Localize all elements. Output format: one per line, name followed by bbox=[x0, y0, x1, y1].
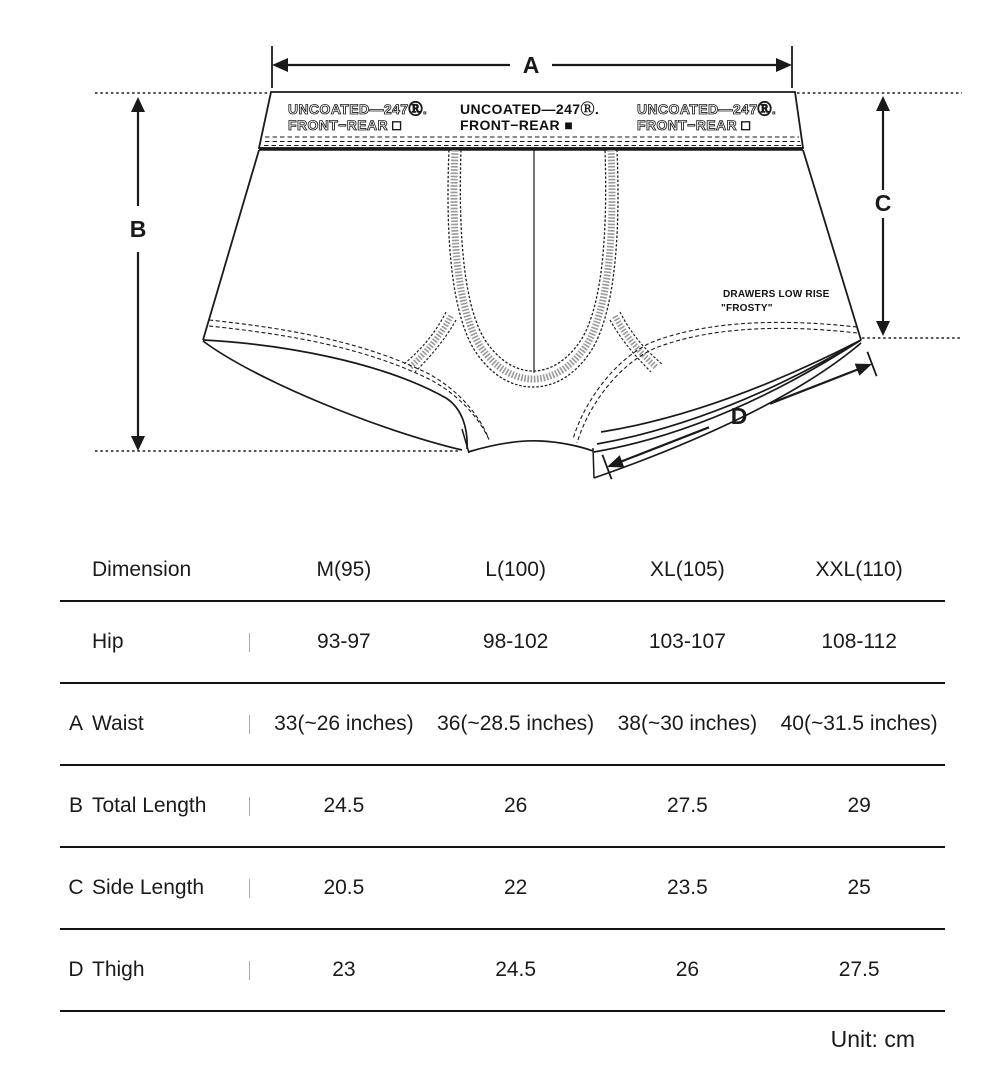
dim-label-d: D bbox=[730, 403, 748, 429]
waistband-text-left-line2: FRONT−REAR □ bbox=[288, 117, 402, 133]
header-size-l: L(100) bbox=[485, 558, 546, 581]
table-row-side-length bbox=[60, 848, 945, 930]
row-letter: C bbox=[68, 876, 84, 899]
table-row-waist bbox=[60, 684, 945, 766]
size-cell: 103-107 bbox=[648, 630, 726, 653]
row-separator bbox=[249, 961, 250, 980]
header-size-m: M(95) bbox=[316, 558, 372, 581]
unit-note: Unit: cm bbox=[830, 1026, 915, 1052]
size-table bbox=[60, 540, 945, 1012]
row-name: Side Length bbox=[92, 876, 205, 899]
size-cell: 26 bbox=[675, 958, 700, 981]
size-cell: 27.5 bbox=[838, 958, 880, 981]
dim-label-b: B bbox=[129, 216, 147, 242]
size-cell: 93-97 bbox=[317, 630, 371, 653]
dimension-arrow-c bbox=[875, 96, 892, 336]
row-name: Hip bbox=[92, 630, 124, 653]
size-cell: 108-112 bbox=[821, 630, 897, 653]
table-row-total-length bbox=[60, 766, 945, 848]
size-cell: 26 bbox=[503, 794, 528, 817]
header-dimension: Dimension bbox=[92, 558, 192, 581]
header-size-xl: XL(105) bbox=[650, 558, 725, 581]
garment-print-line2: "FROSTY" bbox=[721, 303, 773, 314]
dimension-arrow-a bbox=[272, 46, 792, 88]
size-cell: 40(~31.5 inches) bbox=[780, 712, 938, 735]
table-row-hip bbox=[60, 602, 945, 684]
size-cell: 98-102 bbox=[482, 630, 549, 653]
size-cell: 20.5 bbox=[323, 876, 365, 899]
row-separator bbox=[249, 633, 250, 652]
garment-print bbox=[721, 289, 830, 314]
row-letter: B bbox=[68, 794, 83, 817]
size-cell: 23.5 bbox=[666, 876, 708, 899]
row-name: Total Length bbox=[92, 794, 207, 817]
waistband-text-left-line1: UNCOATED—247Ⓡ. bbox=[288, 101, 428, 117]
size-cell: 22 bbox=[503, 876, 528, 899]
waistband-branding bbox=[288, 101, 776, 133]
table-row-thigh bbox=[60, 930, 945, 1012]
size-cell: 29 bbox=[847, 794, 871, 817]
size-cell: 24.5 bbox=[323, 794, 365, 817]
size-cell: 38(~30 inches) bbox=[617, 712, 758, 735]
row-name: Waist bbox=[92, 712, 144, 735]
waistband-text-right-line1: UNCOATED—247Ⓡ. bbox=[637, 101, 777, 117]
dim-label-c: C bbox=[874, 190, 892, 216]
waistband-text-center-line2: FRONT−REAR ■ bbox=[460, 117, 574, 133]
header-size-xxl: XXL(110) bbox=[815, 558, 903, 581]
size-cell: 24.5 bbox=[495, 958, 537, 981]
dimension-arrow-b bbox=[130, 97, 147, 451]
row-letter: D bbox=[68, 958, 84, 981]
waistband-text-center-line1: UNCOATED—247Ⓡ. bbox=[460, 101, 600, 117]
size-table-header bbox=[60, 540, 945, 602]
size-cell: 36(~28.5 inches) bbox=[437, 712, 595, 735]
size-cell: 33(~26 inches) bbox=[274, 712, 414, 735]
size-cell: 23 bbox=[332, 958, 356, 981]
row-separator bbox=[249, 797, 250, 816]
measurement-diagram bbox=[0, 0, 1000, 515]
garment-drawing bbox=[203, 92, 861, 478]
waistband-text-right-line2: FRONT−REAR □ bbox=[637, 117, 751, 133]
garment-print-line1: DRAWERS LOW RISE bbox=[723, 289, 830, 300]
size-cell: 25 bbox=[847, 876, 871, 899]
dim-label-a: A bbox=[522, 52, 540, 78]
row-letter: A bbox=[68, 712, 83, 735]
row-name: Thigh bbox=[92, 958, 145, 981]
row-separator bbox=[249, 879, 250, 898]
row-separator bbox=[249, 715, 250, 734]
size-cell: 27.5 bbox=[666, 794, 708, 817]
